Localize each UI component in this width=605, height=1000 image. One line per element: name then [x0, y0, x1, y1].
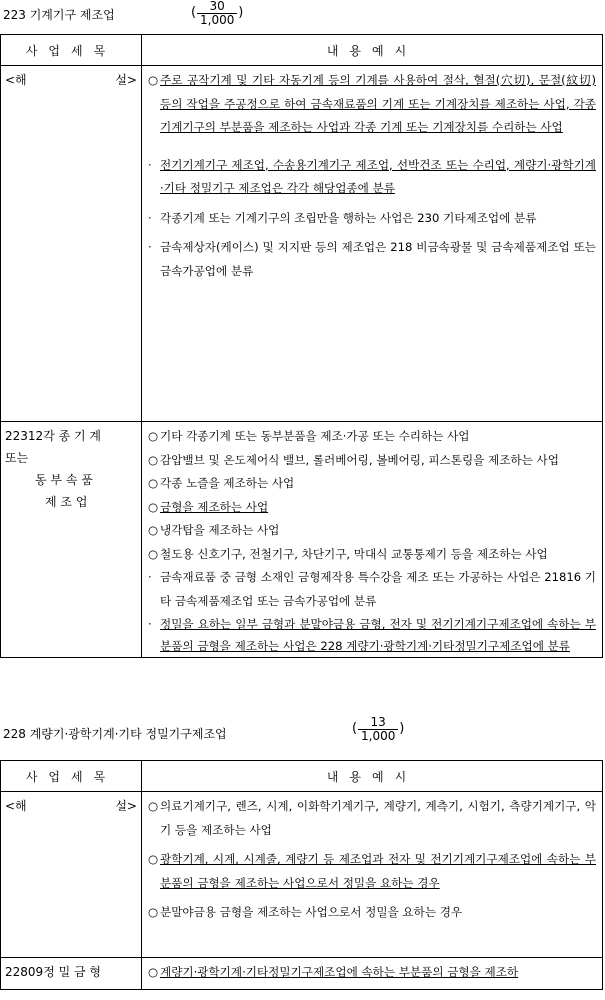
rate-fraction: ( 13 1,000 ) [352, 715, 405, 743]
industry-code: 22312 [5, 429, 44, 443]
row-label: 22312각 종 기 계 또는 동 부 속 품 제 조 업 [1, 422, 142, 658]
list-item: ○ 주로 공작기계 및 기타 자동기계 등의 기계를 사용하여 절삭, 혈절(穴切), 문절(紋切) 등의 작업을 주공정으로 하여 금속재료품의 기계 또는 기계장치를 제조하는 사업, 각종 기계기구의 부분품을 제조하는 사업과 각종 기계 또는 기계장치를 수리하는 사업 [148, 73, 596, 134]
list-item: ○ 기타 각종기계 또는 동부분품을 제조·가공 또는 수리하는 사업 [148, 429, 470, 443]
list-item: ○ 철도용 신호기구, 전철기구, 차단기구, 막대식 교통통제기 등을 제조하는 사업 [148, 546, 548, 561]
rate-denominator: 1,000 [358, 729, 398, 743]
column-header-category: 사업세목 [1, 35, 142, 66]
column-header-category: 사업세목 [1, 761, 142, 792]
rate-numerator: 30 [209, 0, 225, 13]
industry-table [0, 760, 603, 990]
content-cell [142, 422, 603, 658]
list-item: ○ 각종 노즐을 제조하는 사업 [148, 476, 295, 490]
table-row [1, 958, 603, 990]
list-item: ○ 계량기·광학기계·기타정밀기구제조업에 속하는 부분품의 금형을 제조하 [148, 965, 519, 979]
industry-table [0, 34, 603, 658]
list-item: · 금속재료품 중 금형 소재인 금형제작용 특수강을 제조 또는 가공하는 사업은 21816 기타 금속제품제조업 또는 금속가공업에 분류 [148, 570, 596, 608]
list-item: · 각종기계 또는 기계기구의 조립만을 행하는 사업은 230 기타제조업에 분류 [148, 210, 537, 225]
content-cell [142, 792, 603, 958]
list-item: ○ 감압밸브 및 온도제어식 밸브, 롤러베어링, 볼베어링, 피스톤링을 제조하는 사업 [148, 452, 559, 467]
table-row [1, 792, 603, 958]
rate-numerator: 13 [370, 715, 386, 729]
list-item: ○ 의료기계기구, 렌즈, 시계, 이화학기계기구, 계량기, 계측기, 시험기, 측량기계기구, 악기 등을 제조하는 사업 [148, 799, 596, 837]
row-label: 22809정 밀 금 형 [1, 958, 142, 990]
list-item: ○ 분말야금용 금형을 제조하는 사업으로서 정밀을 요하는 경우 [148, 905, 463, 919]
row-label: <해 설> [1, 792, 142, 958]
rate-denominator: 1,000 [197, 13, 237, 27]
list-item: · 전기기계기구 제조업, 수송용기계기구 제조업, 선박건조 또는 수리업, 계량기·광학기계·기타 정밀기구 제조업은 각각 해당업종에 분류 [148, 157, 596, 195]
section-title: 228 계량기·광학기계·기타 정밀기구제조업 [3, 727, 227, 741]
section-title: 223 기계기구 제조업 [3, 8, 115, 22]
list-item: ○ 광학기계, 시계, 시계줄, 계량기 등 제조업과 전자 및 전기기계기구제조업에 속하는 부분품의 금형을 제조하는 사업으로서 정밀을 요하는 경우 [148, 852, 596, 890]
list-item: ○ 금형을 제조하는 사업 [148, 499, 269, 514]
column-header-content: 내용예시 [142, 35, 603, 66]
list-item: ○ 냉각탑을 제조하는 사업 [148, 523, 280, 537]
list-item: · 정밀을 요하는 일부 금형과 분말야금용 금형, 전자 및 전기기계기구제조업에 속하는 부분품의 금형을 제조하는 사업은 228 계량기·광학기계·기타정밀기구제조업에 분류 [148, 617, 596, 653]
content-cell [142, 958, 603, 990]
row-label: <해 설> [1, 66, 142, 422]
table-row [1, 66, 603, 422]
rate-fraction: ( 30 1,000 ) [191, 0, 244, 27]
table-row [1, 422, 603, 658]
column-header-content: 내용예시 [142, 761, 603, 792]
industry-code: 22809 [5, 965, 44, 979]
list-item: · 금속제상자(케이스) 및 지지판 등의 제조업은 218 비금속광물 및 금속제품제조업 또는 금속가공업에 분류 [148, 240, 596, 278]
content-cell [142, 66, 603, 422]
